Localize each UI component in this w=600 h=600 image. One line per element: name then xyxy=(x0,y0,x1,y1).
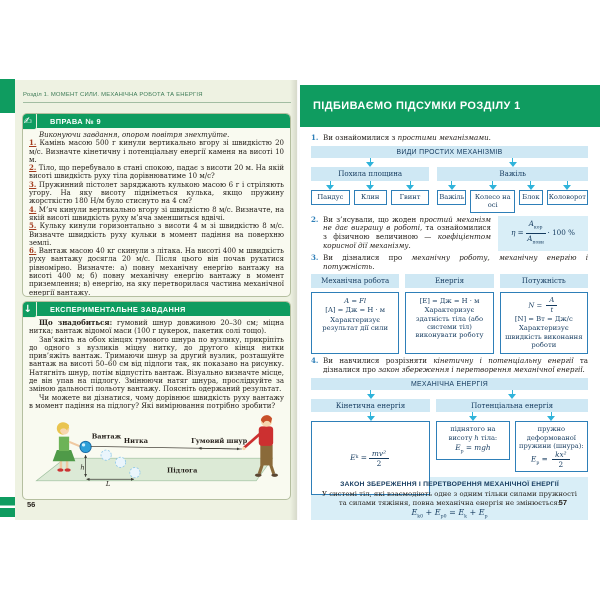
needed-label: Що знадобиться: xyxy=(39,318,113,327)
leaf-wedge: Клин xyxy=(354,190,387,205)
exercise-title: ВПРАВА № 9 xyxy=(50,116,102,126)
energy-description: Характеризує здатність тіла (або системи тіл) виконувати роботу xyxy=(415,306,484,339)
left-page-number: 56 xyxy=(27,500,36,509)
kinetic-numerator: mv² xyxy=(369,450,389,459)
thread-label: Нитка xyxy=(123,437,149,446)
summary-item-2-row xyxy=(311,216,588,251)
item-number: 2. xyxy=(29,163,37,173)
right-page-number: 57 xyxy=(558,498,567,507)
summary-item-1 xyxy=(311,134,588,143)
pot-spring-fraction xyxy=(552,451,569,468)
pot-spring-symbol: E xyxy=(531,454,537,464)
kinetic-sub: k xyxy=(355,455,359,461)
leaf-lever: Важіль xyxy=(437,190,466,205)
kinetic-eq: = xyxy=(360,453,367,463)
column-work-header: Механічна робота xyxy=(311,274,399,288)
chapter-summary-title: ПІДБИВАЄМО ПІДСУМКИ РОЗДІЛУ 1 xyxy=(313,100,521,112)
conservation-law-box xyxy=(311,477,588,520)
down-arrow xyxy=(326,181,334,190)
leaf-pulley: Блок xyxy=(519,190,543,205)
mechanisms-chart xyxy=(311,146,588,213)
leaf-wheel-axle: Колесо на осі xyxy=(470,190,515,213)
efficiency-numerator-sub: кор xyxy=(533,225,543,231)
power-numerator: A xyxy=(546,297,557,306)
right-page xyxy=(300,80,600,520)
experiment-title: ЕКСПЕРИМЕНТАЛЬНЕ ЗАВДАННЯ xyxy=(50,304,186,314)
mechanisms-root: ВИДИ ПРОСТИХ МЕХАНІЗМІВ xyxy=(311,146,588,158)
law-text: У системі тіл, які взаємодіють одне з одним тільки силами пружності та силами тяжіння, повна механічна енергія не змінюється: xyxy=(322,490,577,507)
summary-item-2 xyxy=(311,216,491,251)
writing-hand-icon: ✍ xyxy=(22,113,37,130)
pot-spring-sub: p xyxy=(536,460,540,466)
item-text-em: кінетичну і потенціальну енергії xyxy=(433,355,574,365)
item-number: 3. xyxy=(29,179,37,189)
column-power xyxy=(500,274,588,354)
load-ball xyxy=(80,442,91,453)
branch-potential: Потенціальна енергія xyxy=(436,399,588,413)
experiment-steps: Зав’яжіть на обох кінцях гумового шнура по вузлику, прикріпіть до одного з вузликів міцну нитку, до другого кінця нитки прив’яжіть вантаж. Тримаючи шнур за другий вузлик, розташуйте вантаж на висоті 50–60 см від підлоги так, як показано на рисунку. Натягніть шнур, потім відпустіть вантаж. Візуально визначте місце, де він упав на підлогу. Змінюючи натяг шнура, прослідкуйте за зміною дальності польоту вантажу. Поясніть одержаний результат. xyxy=(29,335,284,394)
power-description: Характеризує швидкість виконання роботи xyxy=(505,324,583,349)
item-text: М’яч кинули вертикально вгору зі швидкістю 8 м/с. Визначте, на якій висоті швидкість руху м’яча зменшиться вдвічі. xyxy=(29,205,285,222)
column-energy xyxy=(405,274,493,354)
down-arrow xyxy=(509,158,517,167)
pot-gravity-symbol: E xyxy=(455,442,461,452)
down-arrow xyxy=(367,390,375,399)
efficiency-fraction xyxy=(526,220,546,246)
item-text: Ви дізналися про xyxy=(323,252,412,262)
item-text: . xyxy=(582,364,585,374)
item-text-em: коефіцієнтом корисної дії механізму xyxy=(323,232,491,250)
column-work xyxy=(311,274,399,354)
exercise-item xyxy=(29,247,284,297)
exercise-body xyxy=(23,128,290,297)
item-number: 4. xyxy=(311,355,319,365)
cord-label: Гумовий шнур xyxy=(191,437,248,446)
pot-spring-eq: = xyxy=(541,454,548,464)
summary-content xyxy=(311,131,588,520)
leaf-ramp: Пандус xyxy=(311,190,350,205)
pot-gravity-caption: висоту xyxy=(448,433,475,442)
item-text-em: простий механізм не дає виграшу в роботі xyxy=(323,214,492,233)
column-energy-header: Енергія xyxy=(405,274,493,288)
pot-spring-caption: пружно деформованої xyxy=(526,425,576,442)
efficiency-formula-box xyxy=(498,216,588,251)
kinetic-denominator: 2 xyxy=(376,458,382,468)
experiment-header xyxy=(23,302,290,316)
down-arrow xyxy=(448,181,456,190)
experiment-box xyxy=(22,301,291,500)
item-text-em: простими механізмами xyxy=(397,133,489,142)
experiment-body xyxy=(23,316,290,412)
pot-gravity-formula: = mgh xyxy=(463,442,491,452)
efficiency-denominator: A xyxy=(527,233,533,243)
summary-item-3 xyxy=(311,254,588,272)
power-fraction xyxy=(546,297,557,314)
leaf-windlass: Коловорот xyxy=(547,190,588,205)
work-unit: [A] = Дж = Н · м xyxy=(325,306,386,315)
power-denominator: t xyxy=(550,306,554,315)
kinetic-symbol: E xyxy=(350,453,356,463)
leaf-screw: Гвинт xyxy=(391,190,430,205)
summary-item-4 xyxy=(311,357,588,375)
item-number: 1. xyxy=(311,133,319,142)
item-text: , та ознайомилися з фізичною величиною — xyxy=(323,223,491,242)
energy-root: МЕХАНІЧНА ЕНЕРГІЯ xyxy=(311,378,588,390)
item-text: Тіло, що перебувало в стані спокою, падає з висоти 20 м. На якій висоті швидкість руху тіла дорівнюватиме 10 м/с? xyxy=(29,164,284,181)
pot-gravity-h: h xyxy=(474,433,479,442)
pot-spring-denominator: 2 xyxy=(558,459,564,469)
item-text: та дізналися про xyxy=(323,355,588,374)
item-text: . xyxy=(408,240,411,250)
branch-kinetic: Кінетична енергія xyxy=(311,399,430,413)
item-number: 5. xyxy=(29,221,37,231)
floor xyxy=(36,458,272,481)
exercise-intro: Виконуючи завдання, опором повітря знехтуйте. xyxy=(39,131,230,139)
needed-text: гумовий шнур довжиною 20–30 см; міцна нитка; вантаж відомої маси (100 г цукерок, пакетик солі тощо). xyxy=(29,319,284,336)
exercise-item xyxy=(29,222,284,247)
down-arrow xyxy=(366,158,374,167)
exercise-item xyxy=(29,181,284,206)
work-energy-power-table xyxy=(311,274,588,354)
item-text-em: закон збереження і перетворення механічної енергії xyxy=(378,364,583,374)
efficiency-denominator-sub: повн xyxy=(532,240,544,246)
pot-gravity-sub: p xyxy=(460,449,464,455)
down-arrow xyxy=(527,181,535,190)
item-text: . xyxy=(488,133,491,142)
down-arrow xyxy=(406,181,414,190)
floor-label: Підлога xyxy=(167,466,198,475)
potential-gravity-box xyxy=(436,421,509,460)
pot-gravity-caption: піднятого на xyxy=(450,425,496,434)
item-number: 1. xyxy=(29,138,37,148)
item-number xyxy=(29,296,36,297)
exercise-header xyxy=(23,114,290,128)
experiment-needed xyxy=(29,319,284,336)
distance-label: L xyxy=(105,480,111,488)
efficiency-lhs: η = xyxy=(511,227,524,237)
efficiency-numerator: A xyxy=(528,219,534,229)
item-text: Ви ознайомилися з xyxy=(323,133,398,142)
item-text: Ви з’ясували, що жоден xyxy=(323,214,420,224)
experiment-figure xyxy=(23,412,290,491)
item-number: 3. xyxy=(311,252,319,262)
running-head: Розділ 1. МОМЕНТ СИЛИ. МЕХАНІЧНА РОБОТА ТА ЕНЕРГІЯ xyxy=(23,92,203,98)
branch-lever: Важіль xyxy=(437,167,588,181)
chapter-summary-band xyxy=(300,85,600,127)
experiment-question: Чи можете ви дізнатися, чому дорівнює швидкість руху вантажу в момент падіння на підлогу? Які вимірювання потрібно зробити? xyxy=(29,393,284,410)
law-title: ЗАКОН ЗБЕРЕЖЕННЯ І ПЕРЕТВОРЕННЯ МЕХАНІЧНОЇ ЕНЕРГІЇ xyxy=(340,481,559,489)
energy-chart xyxy=(311,378,588,473)
load-label: Вантаж xyxy=(91,432,122,441)
item-text: Кульку кинули горизонтально з висоти 4 м зі швидкістю 8 м/с. Визначте швидкість руху кульки в момент падіння на поверхню землі. xyxy=(29,222,284,247)
running-head-rule xyxy=(23,102,291,103)
down-arrow xyxy=(508,390,516,399)
pot-gravity-caption: тіла: xyxy=(478,433,498,442)
efficiency-tail: · 100 % xyxy=(547,227,575,237)
down-arrow xyxy=(367,412,375,421)
work-description: Характеризує результат дії сили xyxy=(322,315,389,332)
left-top-edge-tab xyxy=(0,79,15,113)
pot-spring-numerator: kx² xyxy=(552,451,569,460)
column-power-box xyxy=(500,292,588,354)
column-power-header: Потужність xyxy=(500,274,588,288)
law-formula: $E_{k0} + E_{p0} = E_k + E_p$ xyxy=(411,507,488,520)
rubber-cord-span xyxy=(199,449,240,450)
item-text: Ви навчилися розрізняти xyxy=(323,355,434,365)
item-number: 6. xyxy=(29,246,37,256)
down-arrow xyxy=(489,181,497,190)
potential-spring-box xyxy=(515,421,588,472)
item-text: Камінь масою 500 г кинули вертикально вгору зі швидкістю 20 м/с. Визначте кінетичну і потенціальну енергії каменя на висоті 10 м. xyxy=(29,139,284,164)
height-label: h xyxy=(80,463,85,472)
item-text-em: механічну роботу, механічну енергію і потужність xyxy=(323,252,588,271)
experiment-figure-svg xyxy=(28,413,285,487)
power-unit: [N] = Вт = Дж/с xyxy=(514,315,573,324)
work-formula: A = Fl xyxy=(344,297,367,306)
kinetic-fraction xyxy=(369,450,389,467)
item-text: Вантаж масою 40 кг скинули з літака. На висоті 400 м швидкість руху вантажу досягла 20 м/с. Після цього він почав рухатися рівномірно. Визначте: а) повну механічну енергію вантажу на висоті 400 м; б) повну механічну енергію вантажу в момент приземлення; в) енергію, на яку перетворилася частина механічної енергії вантажу. xyxy=(29,247,284,297)
down-arrow xyxy=(469,412,477,421)
exercise-item xyxy=(29,139,284,164)
exercise-item xyxy=(29,164,284,181)
item-text: . xyxy=(372,261,375,271)
branch-inclined-plane: Похила площина xyxy=(311,167,429,181)
exercise-box xyxy=(22,113,291,297)
column-energy-box xyxy=(405,292,493,354)
exercise-item xyxy=(29,206,284,223)
column-work-box xyxy=(311,292,399,354)
energy-unit: [E] = Дж = Н · м xyxy=(419,297,480,306)
item-number: 2. xyxy=(311,214,319,224)
left-page xyxy=(15,80,297,520)
item-number: 4. xyxy=(29,204,37,214)
load-ball-highlight xyxy=(82,443,85,446)
down-arrow xyxy=(563,181,571,190)
left-bottom-edge-tab xyxy=(0,497,15,517)
down-arrow-icon: ↓ xyxy=(22,301,37,318)
down-arrow xyxy=(366,181,374,190)
pot-spring-caption: пружини (шнура): xyxy=(518,441,584,450)
item-text: Пружинний пістолет заряджають кулькою масою 6 г і стріляють угору. На яку висоту підніметься кулька, якщо пружину жорсткістю 180 Н/м було стиснуто на 4 см? xyxy=(29,180,284,206)
down-arrow xyxy=(547,412,555,421)
power-lhs: N = xyxy=(528,301,543,310)
